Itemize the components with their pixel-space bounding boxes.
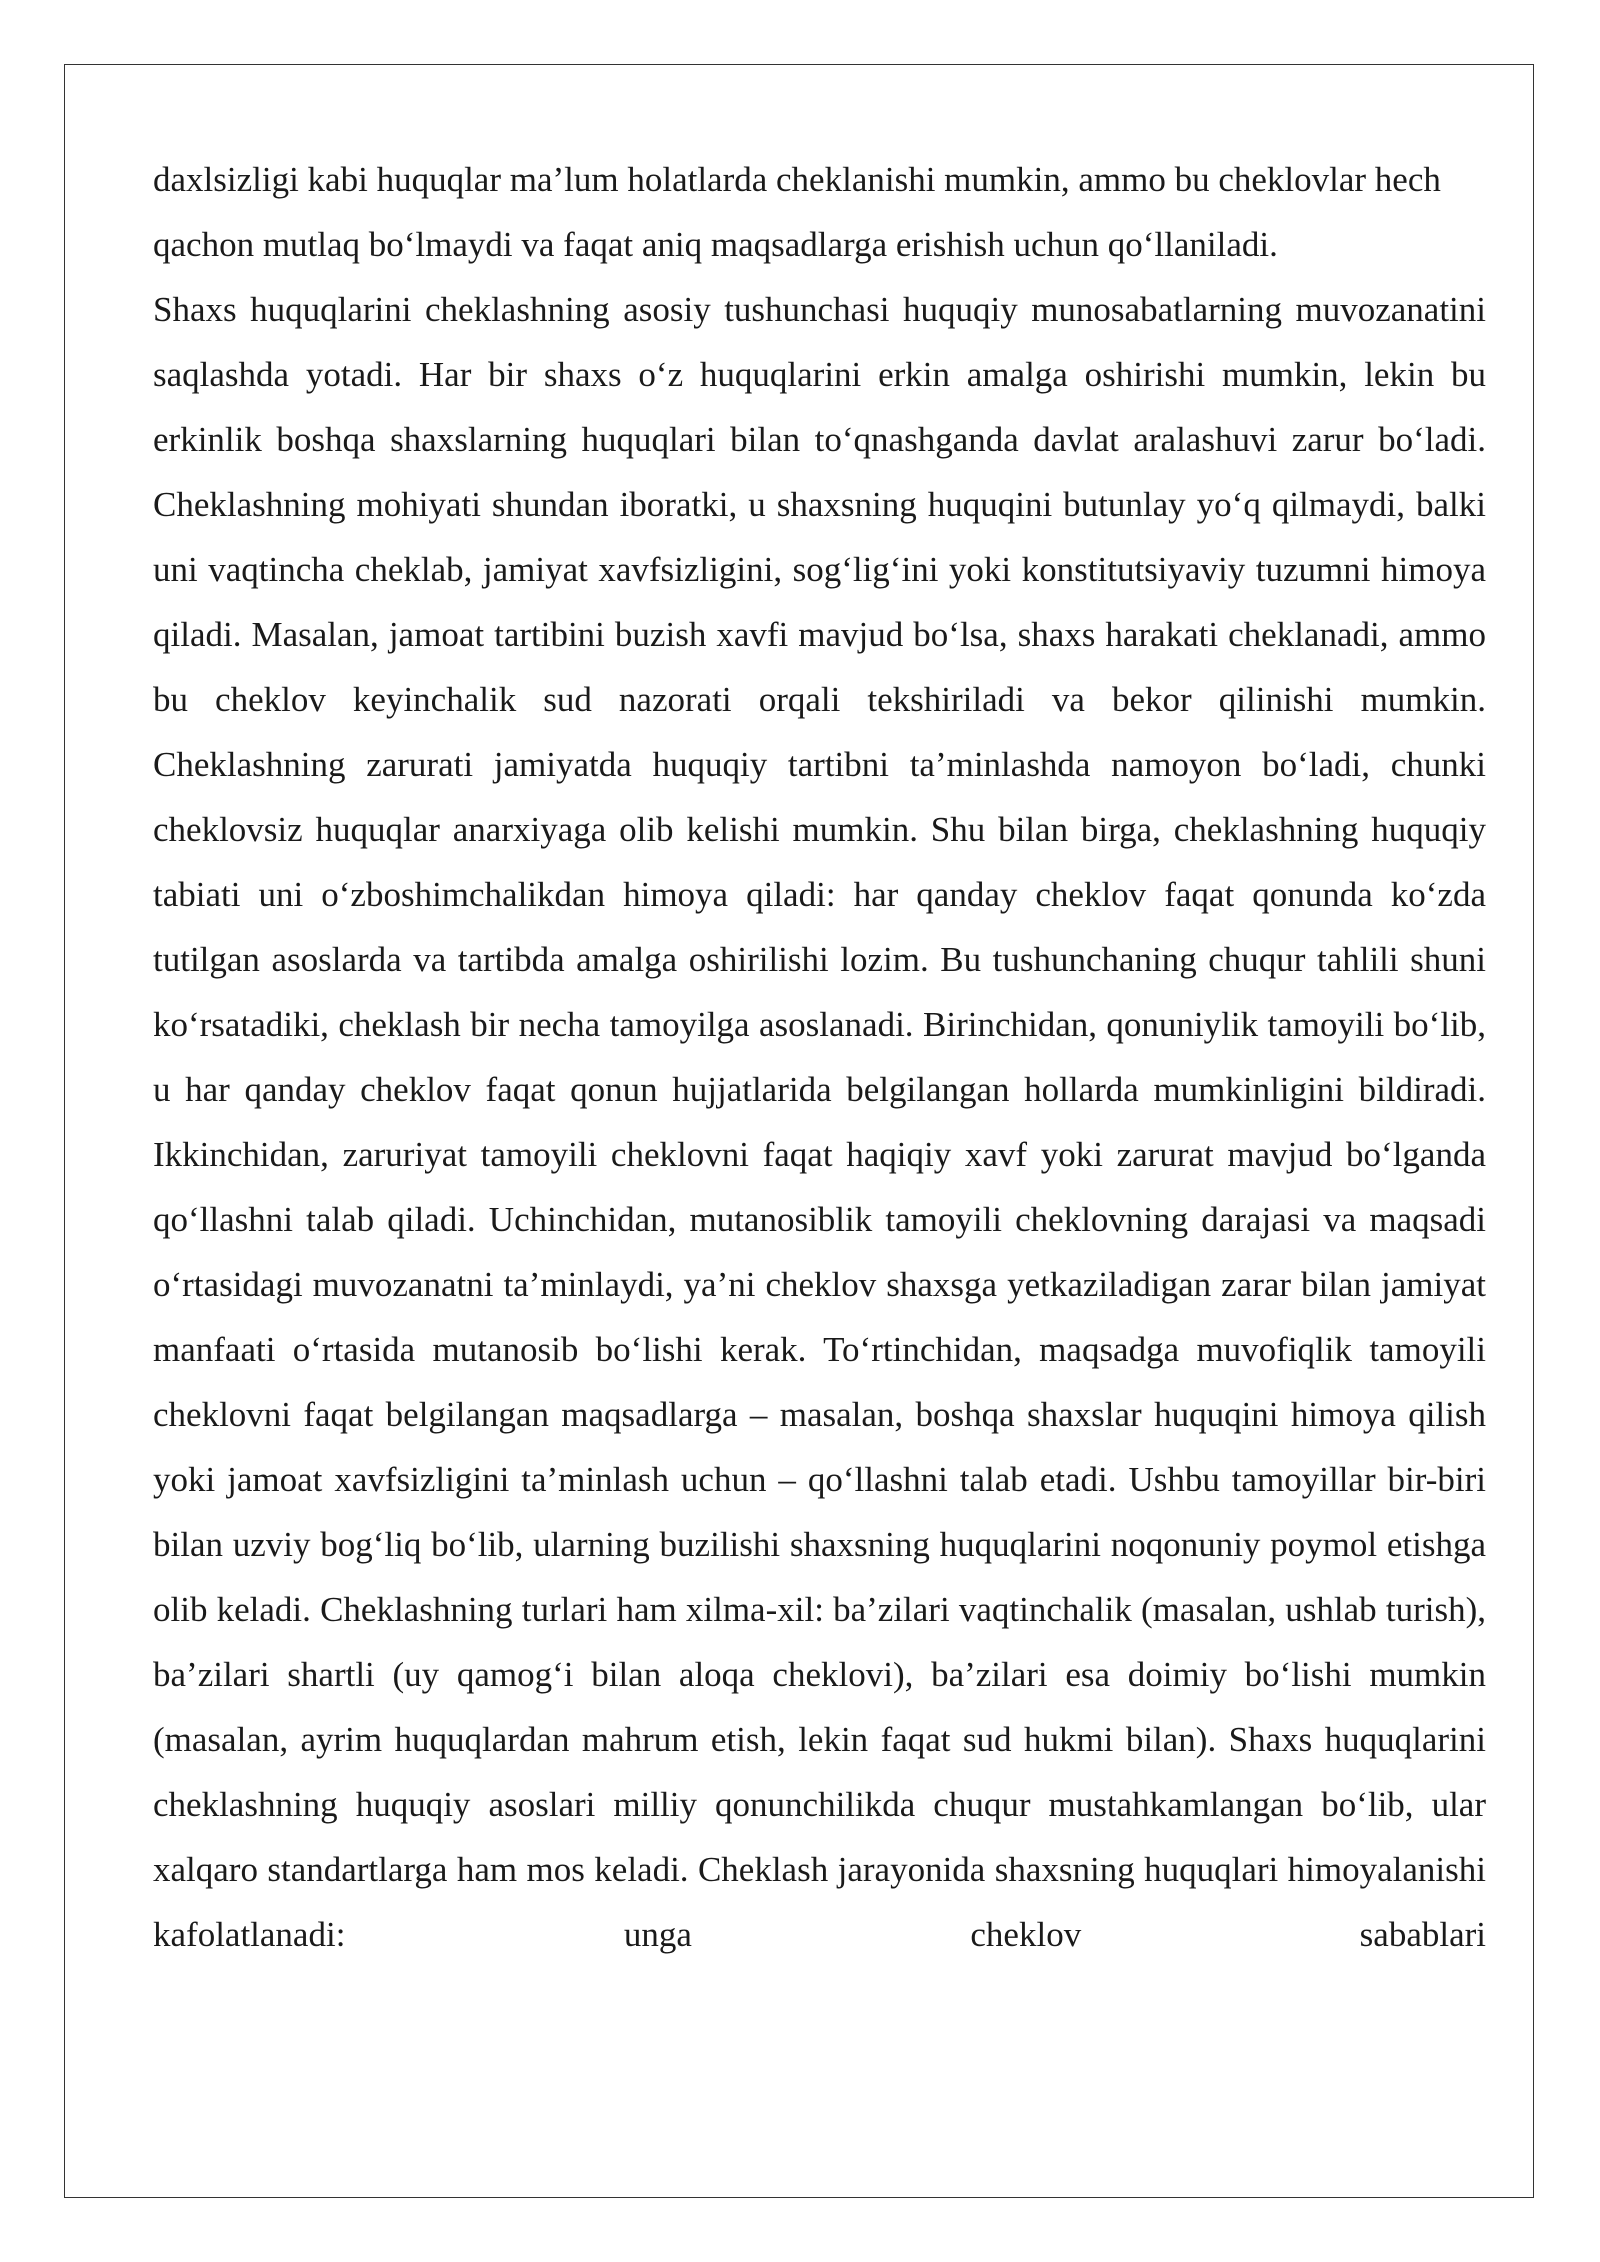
document-body bbox=[153, 147, 1486, 1967]
paragraph-2: Shaxs huquqlarini cheklashning asosiy tushunchasi huquqiy munosabatlarning muvozanatini saqlashda yotadi. Har bir shaxs o‘z huquqlarini erkin amalga oshirishi mumkin, lekin bu erkinlik boshqa shaxslarning huquqlari bilan to‘qnashganda davlat aralashuvi zarur bo‘ladi. Cheklashning mohiyati shundan iboratki, u shaxsning huquqini butunlay yo‘q qilmaydi, balki uni vaqtincha cheklab, jamiyat xavfsizligini, sog‘lig‘ini yoki konstitutsiyaviy tuzumni himoya qiladi. Masalan, jamoat tartibini buzish xavfi mavjud bo‘lsa, shaxs harakati cheklanadi, ammo bu cheklov keyinchalik sud nazorati orqali tekshiriladi va bekor qilinishi mumkin. Cheklashning zarurati jamiyatda huquqiy tartibni ta’minlashda namoyon bo‘ladi, chunki cheklovsiz huquqlar anarxiyaga olib kelishi mumkin. Shu bilan birga, cheklashning huquqiy tabiati uni o‘zboshimchalikdan himoya qiladi: har qanday cheklov faqat qonunda ko‘zda tutilgan asoslarda va tartibda amalga oshirilishi lozim. Bu tushunchaning chuqur tahlili shuni ko‘rsatadiki, cheklash bir necha tamoyilga asoslanadi. Birinchidan, qonuniylik tamoyili bo‘lib, u har qanday cheklov faqat qonun hujjatlarida belgilangan hollarda mumkinligini bildiradi. Ikkinchidan, zaruriyat tamoyili cheklovni faqat haqiqiy xavf yoki zarurat mavjud bo‘lganda qo‘llashni talab qiladi. Uchinchidan, mutanosiblik tamoyili cheklovning darajasi va maqsadi o‘rtasidagi muvozanatni ta’minlaydi, ya’ni cheklov shaxsga yetkaziladigan zarar bilan jamiyat manfaati o‘rtasida mutanosib bo‘lishi kerak. To‘rtinchidan, maqsadga muvofiqlik tamoyili cheklovni faqat belgilangan maqsadlarga – masalan, boshqa shaxslar huquqini himoya qilish yoki jamoat xavfsizligini ta’minlash uchun – qo‘llashni talab etadi. Ushbu tamoyillar bir-biri bilan uzviy bog‘liq bo‘lib, ularning buzilishi shaxsning huquqlarini noqonuniy poymol etishga olib keladi. Cheklashning turlari ham xilma-xil: ba’zilari vaqtinchalik (masalan, ushlab turish), ba’zilari shartli (uy qamog‘i bilan aloqa cheklovi), ba’zilari esa doimiy bo‘lishi mumkin (masalan, ayrim huquqlardan mahrum etish, lekin faqat sud hukmi bilan). Shaxs huquqlarini cheklashning huquqiy asoslari milliy qonunchilikda chuqur mustahkamlangan bo‘lib, ular xalqaro standartlarga ham mos keladi. Cheklash jarayonida shaxsning huquqlari himoyalanishi kafolatlanadi: unga cheklov sabablari bbox=[153, 290, 1486, 1954]
paragraph-1: daxlsizligi kabi huquqlar ma’lum holatlarda cheklanishi mumkin, ammo bu cheklovlar hech qachon mutlaq bo‘lmaydi va faqat aniq maqsadlarga erishish uchun qo‘llaniladi. bbox=[153, 160, 1441, 264]
